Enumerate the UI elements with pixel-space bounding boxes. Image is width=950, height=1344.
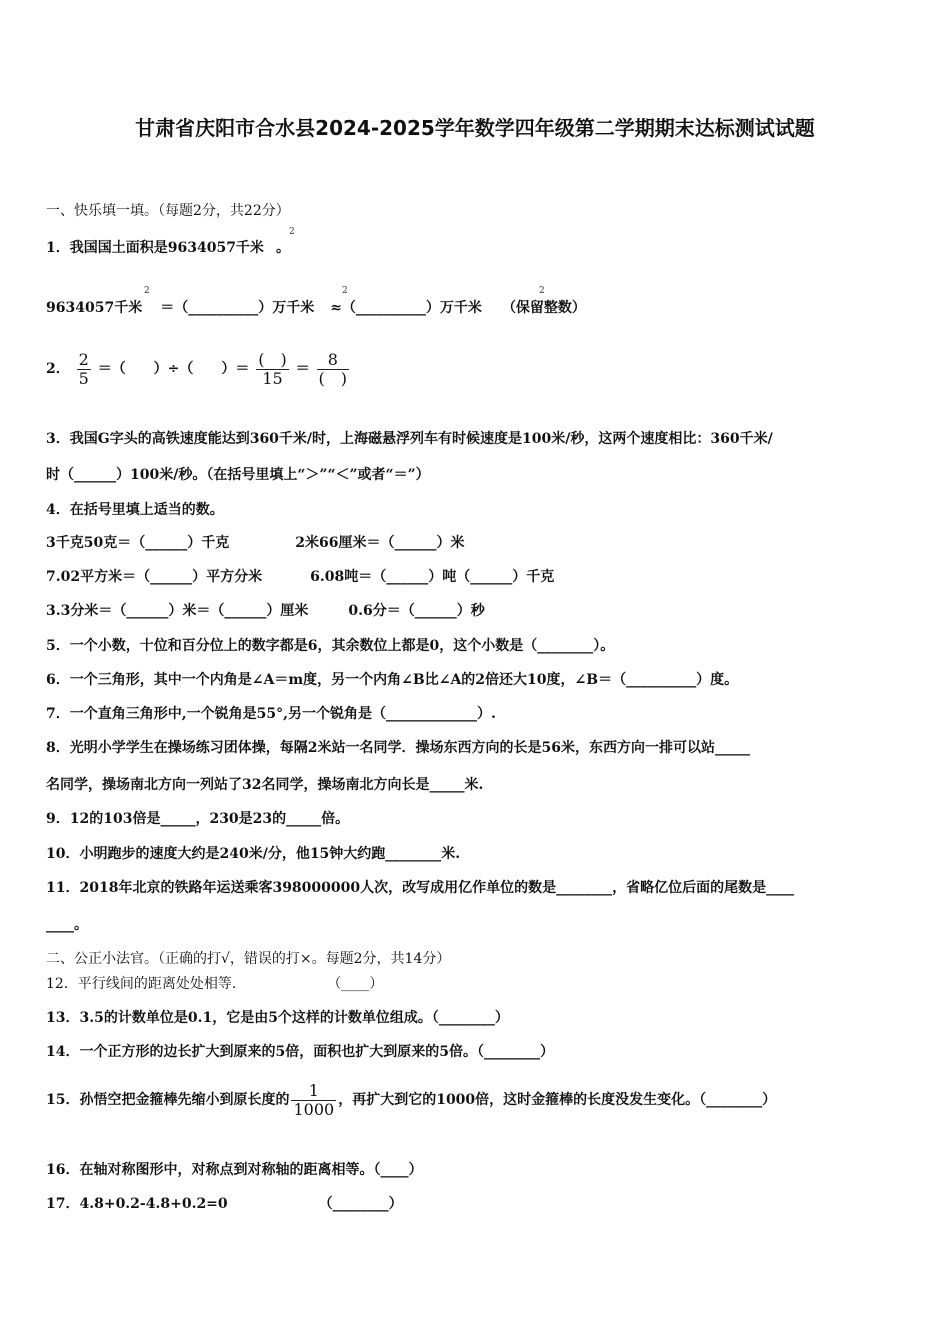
q1-line2-b: ＝（__________）万千米 [160, 300, 315, 316]
q4-r3-b: 0.6分＝（______）秒 [348, 603, 485, 619]
question-14: 14．一个正方形的边长扩大到原来的5倍，面积也扩大到原来的5倍。（________） [46, 1044, 554, 1060]
fraction-2-5: $\frac{2}{5}$ [78, 349, 89, 388]
question-2 [46, 346, 351, 392]
question-11-line-2: ____。 [46, 917, 88, 933]
question-17: 17．4.8+0.2-4.8+0.2=0 （________） [46, 1196, 403, 1212]
question-10: 10．小明跑步的速度大约是240米/分，他15钟大约跑________米. [46, 846, 461, 862]
question-7: 7．一个直角三角形中,一个锐角是55°,另一个锐角是（_____________）. [46, 706, 496, 722]
q1-line2-c: ≈（__________）万千米 [330, 300, 482, 316]
question-4-row-3 [46, 601, 485, 621]
question-4-title: 4．在括号里填上适当的数。 [46, 502, 224, 518]
q4-r2-a: 7.02平方米＝（______）平方分米 [46, 569, 263, 585]
superscript-2: 2 [539, 286, 545, 296]
question-1-text: 1．我国国土面积是9634057千米 [46, 240, 264, 256]
q2-middle: ＝（ ）÷（ ）＝ [97, 361, 250, 377]
superscript-2: 2 [289, 227, 295, 237]
section-2-heading: 二、公正小法官。（正确的打√，错误的打×。每题2分，共14分） [46, 951, 451, 967]
question-1-line-2 [46, 298, 586, 318]
section-1-heading: 一、快乐填一填。（每题2分，共22分） [46, 203, 290, 219]
question-4-row-2 [46, 567, 554, 587]
q15-before: 15．孙悟空把金箍棒先缩小到原长度的 [46, 1092, 290, 1108]
q2-label: 2． [46, 361, 70, 377]
fraction-blank-15: $\frac{( )}{15}$ [258, 349, 287, 388]
q15-after: ，再扩大到它的1000倍，这时金箍棒的长度没发生变化。（________） [338, 1092, 777, 1108]
question-15 [46, 1078, 776, 1122]
question-12: 12．平行线间的距离处处相等. （____） [46, 976, 384, 992]
q1-line2-a: 9634057千米 [46, 300, 143, 316]
question-16: 16．在轴对称图形中，对称点到对称轴的距离相等。（____） [46, 1162, 423, 1178]
q4-r1-a: 3千克50克＝（______）千克 [46, 535, 230, 551]
fraction-1-1000: $\frac{1}{1000}$ [293, 1080, 335, 1119]
question-11-line-1: 11．2018年北京的铁路年运送乘客398000000人次，改写成用亿作单位的数是________，省略亿位后面的尾数是____ [46, 880, 795, 896]
question-1-end: 。 [275, 240, 290, 256]
question-3-line-1: 3．我国G字头的高铁速度能达到360千米/时，上海磁悬浮列车有时候速度是100米/秒，这两个速度相比：360千米/ [46, 431, 773, 447]
question-4-row-1 [46, 533, 464, 553]
q1-line2-d: （保留整数） [501, 300, 586, 316]
question-13: 13．3.5的计数单位是0.1，它是由5个这样的计数单位组成。（________） [46, 1010, 509, 1026]
question-6: 6．一个三角形，其中一个内角是∠A＝m度，另一个内角∠B比∠A的2倍还大10度，∠B＝（__________）度。 [46, 672, 739, 688]
question-8-line-2: 名同学，操场南北方向一列站了32名同学，操场南北方向长是_____米. [46, 777, 484, 793]
question-3-line-2: 时（______）100米/秒。（在括号里填上“＞”“＜”或者“＝”） [46, 467, 430, 483]
question-8-line-1: 8．光明小学学生在操场练习团体操，每隔2米站一名同学．操场东西方向的长是56米，东西方向一排可以站_____ [46, 740, 750, 756]
q4-r2-b: 6.08吨＝（______）吨（______）千克 [310, 569, 555, 585]
fraction-8-blank: $\frac{8}{( )}$ [318, 349, 348, 388]
question-5: 5．一个小数，十位和百分位上的数字都是6，其余数位上都是0，这个小数是（________）。 [46, 638, 615, 654]
superscript-2: 2 [144, 286, 150, 296]
q4-r1-b: 2米66厘米＝（______）米 [295, 535, 465, 551]
superscript-2: 2 [342, 286, 348, 296]
question-1 [46, 238, 290, 258]
page-title: 甘肃省庆阳市合水县2024-2025学年数学四年级第二学期期末达标测试试题 [135, 116, 815, 140]
q2-equals: ＝ [295, 361, 310, 377]
question-9: 9．12的103倍是_____，230是23的_____倍。 [46, 811, 350, 827]
q4-r3-a: 3.3分米＝（______）米＝（______）厘米 [46, 603, 309, 619]
